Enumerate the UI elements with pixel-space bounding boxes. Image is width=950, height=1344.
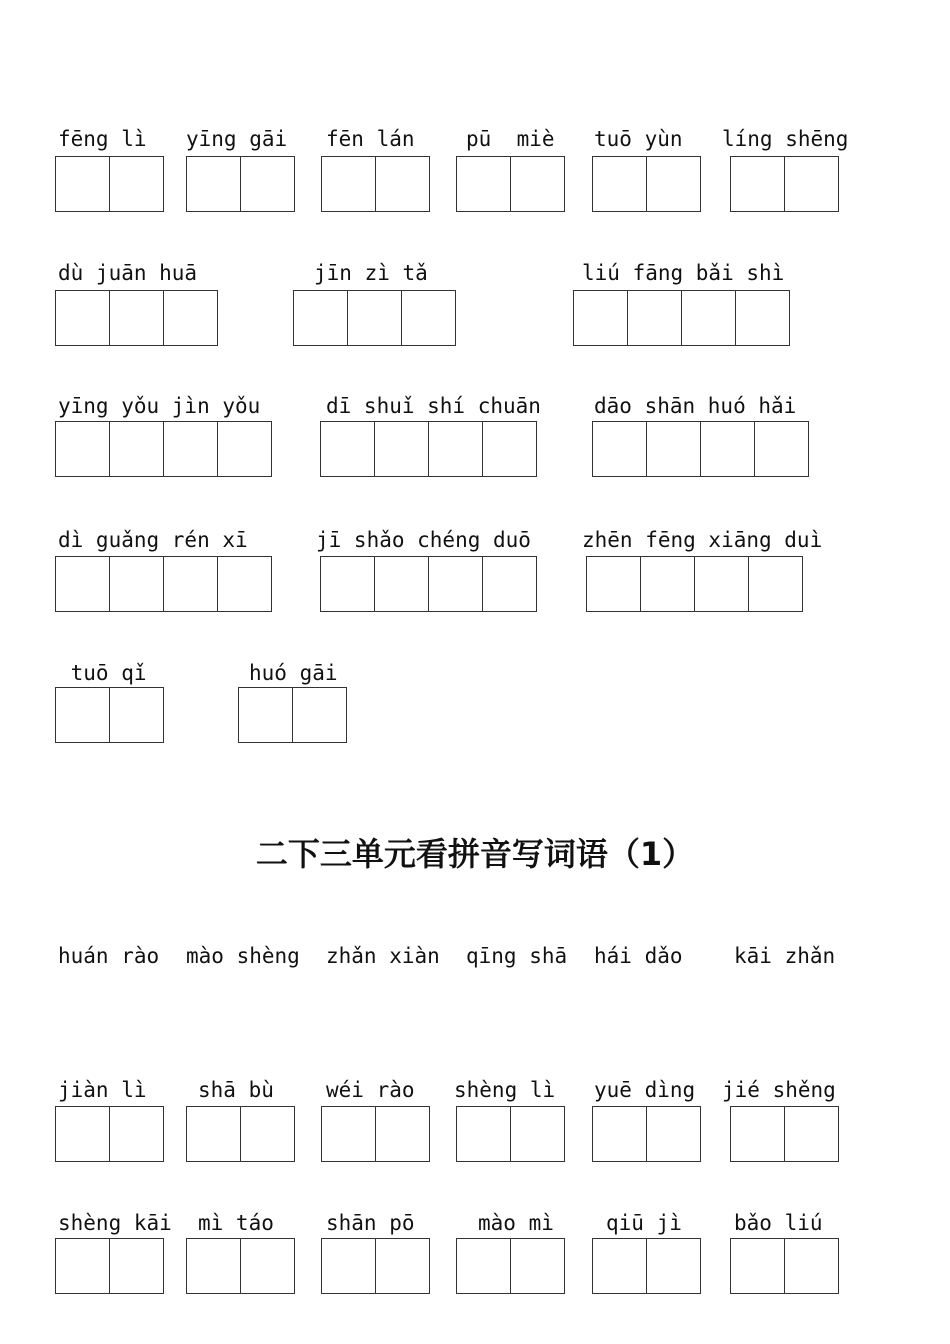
writing-grid[interactable] bbox=[55, 687, 164, 743]
writing-grid[interactable] bbox=[186, 156, 295, 212]
writing-grid[interactable] bbox=[573, 290, 790, 346]
pinyin-label: zhǎn xiàn bbox=[326, 944, 440, 968]
writing-cell[interactable] bbox=[187, 1107, 241, 1162]
writing-cell[interactable] bbox=[429, 557, 483, 612]
writing-cell[interactable] bbox=[429, 422, 483, 477]
writing-cell[interactable] bbox=[187, 157, 241, 212]
writing-cell[interactable] bbox=[647, 422, 701, 477]
pinyin-label: qīng shā bbox=[466, 944, 568, 968]
pinyin-label: yīng gāi bbox=[186, 127, 288, 151]
writing-grid[interactable] bbox=[730, 1238, 839, 1294]
writing-cell[interactable] bbox=[736, 291, 790, 346]
writing-cell[interactable] bbox=[511, 1107, 565, 1162]
writing-cell[interactable] bbox=[348, 291, 402, 346]
writing-cell[interactable] bbox=[110, 157, 164, 212]
writing-grid[interactable] bbox=[55, 556, 272, 612]
pinyin-label: dāo shān huó hǎi bbox=[594, 394, 797, 418]
writing-grid[interactable] bbox=[321, 1106, 430, 1162]
writing-cell[interactable] bbox=[376, 1239, 430, 1294]
pinyin-label: liú fāng bǎi shì bbox=[582, 261, 785, 285]
writing-cell[interactable] bbox=[164, 557, 218, 612]
worksheet-title: 二下三单元看拼音写词语（1） bbox=[255, 835, 695, 873]
pinyin-label: jiàn lì bbox=[58, 1078, 147, 1102]
pinyin-label: huán rào bbox=[58, 944, 160, 968]
writing-cell[interactable] bbox=[321, 557, 375, 612]
writing-cell[interactable] bbox=[375, 422, 429, 477]
pinyin-label: shèng kāi bbox=[58, 1211, 172, 1235]
writing-grid[interactable] bbox=[320, 421, 537, 477]
writing-cell[interactable] bbox=[322, 157, 376, 212]
writing-grid[interactable] bbox=[186, 1238, 295, 1294]
writing-cell[interactable] bbox=[731, 1239, 785, 1294]
writing-grid[interactable] bbox=[321, 156, 430, 212]
pinyin-label: qiū jì bbox=[606, 1211, 682, 1235]
writing-cell[interactable] bbox=[110, 688, 164, 743]
writing-cell[interactable] bbox=[647, 157, 701, 212]
writing-cell[interactable] bbox=[483, 422, 537, 477]
writing-cell[interactable] bbox=[457, 1107, 511, 1162]
pinyin-label: jī shǎo chéng duō bbox=[316, 528, 531, 552]
writing-cell[interactable] bbox=[322, 1107, 376, 1162]
writing-cell[interactable] bbox=[628, 291, 682, 346]
writing-cell[interactable] bbox=[56, 422, 110, 477]
writing-cell[interactable] bbox=[376, 157, 430, 212]
writing-cell[interactable] bbox=[731, 157, 785, 212]
pinyin-label: mì táo bbox=[198, 1211, 274, 1235]
pinyin-label: líng shēng bbox=[722, 127, 849, 151]
pinyin-label: dù juān huā bbox=[58, 261, 198, 285]
writing-grid[interactable] bbox=[592, 156, 701, 212]
writing-grid[interactable] bbox=[186, 1106, 295, 1162]
writing-grid[interactable] bbox=[456, 1106, 565, 1162]
writing-cell[interactable] bbox=[218, 422, 272, 477]
writing-cell[interactable] bbox=[375, 557, 429, 612]
pinyin-label: pū miè bbox=[466, 127, 555, 151]
pinyin-label: shān pō bbox=[326, 1211, 415, 1235]
writing-grid[interactable] bbox=[730, 156, 839, 212]
pinyin-label: kāi zhǎn bbox=[734, 944, 836, 968]
pinyin-label: tuō qǐ bbox=[58, 661, 147, 685]
writing-cell[interactable] bbox=[56, 291, 110, 346]
writing-cell[interactable] bbox=[695, 557, 749, 612]
pinyin-label: yīng yǒu jìn yǒu bbox=[58, 394, 261, 418]
writing-grid[interactable] bbox=[586, 556, 803, 612]
writing-cell[interactable] bbox=[322, 1239, 376, 1294]
writing-cell[interactable] bbox=[593, 1239, 647, 1294]
pinyin-label: fēng lì bbox=[58, 127, 147, 151]
pinyin-label: bǎo liú bbox=[734, 1211, 823, 1235]
writing-cell[interactable] bbox=[110, 1239, 164, 1294]
pinyin-label: shèng lì bbox=[454, 1078, 556, 1102]
writing-cell[interactable] bbox=[749, 557, 803, 612]
writing-cell[interactable] bbox=[574, 291, 628, 346]
writing-grid[interactable] bbox=[321, 1238, 430, 1294]
writing-cell[interactable] bbox=[56, 1239, 110, 1294]
writing-grid[interactable] bbox=[592, 1106, 701, 1162]
writing-cell[interactable] bbox=[187, 1239, 241, 1294]
writing-cell[interactable] bbox=[110, 291, 164, 346]
writing-cell[interactable] bbox=[457, 157, 511, 212]
writing-cell[interactable] bbox=[587, 557, 641, 612]
writing-cell[interactable] bbox=[785, 157, 839, 212]
writing-cell[interactable] bbox=[785, 1107, 839, 1162]
writing-grid[interactable] bbox=[320, 556, 537, 612]
pinyin-label: mào mì bbox=[478, 1211, 554, 1235]
writing-cell[interactable] bbox=[56, 157, 110, 212]
pinyin-label: hái dǎo bbox=[594, 944, 683, 968]
writing-cell[interactable] bbox=[294, 291, 348, 346]
writing-cell[interactable] bbox=[701, 422, 755, 477]
writing-cell[interactable] bbox=[457, 1239, 511, 1294]
writing-cell[interactable] bbox=[241, 1239, 295, 1294]
pinyin-label: jīn zì tǎ bbox=[314, 261, 428, 285]
writing-cell[interactable] bbox=[110, 557, 164, 612]
pinyin-label: mào shèng bbox=[186, 944, 300, 968]
writing-grid[interactable] bbox=[592, 421, 809, 477]
pinyin-label: jié shěng bbox=[722, 1078, 836, 1102]
writing-cell[interactable] bbox=[241, 157, 295, 212]
writing-grid[interactable] bbox=[238, 687, 347, 743]
writing-grid[interactable] bbox=[55, 1106, 164, 1162]
writing-cell[interactable] bbox=[593, 157, 647, 212]
writing-grid[interactable] bbox=[55, 156, 164, 212]
pinyin-label: yuē dìng bbox=[594, 1078, 696, 1102]
writing-cell[interactable] bbox=[593, 422, 647, 477]
writing-grid[interactable] bbox=[456, 1238, 565, 1294]
writing-cell[interactable] bbox=[56, 1107, 110, 1162]
writing-cell[interactable] bbox=[511, 1239, 565, 1294]
writing-cell[interactable] bbox=[241, 1107, 295, 1162]
writing-cell[interactable] bbox=[293, 688, 347, 743]
writing-grid[interactable] bbox=[730, 1106, 839, 1162]
writing-cell[interactable] bbox=[641, 557, 695, 612]
writing-cell[interactable] bbox=[647, 1239, 701, 1294]
writing-cell[interactable] bbox=[218, 557, 272, 612]
pinyin-label: shā bù bbox=[198, 1078, 274, 1102]
writing-grid[interactable] bbox=[55, 1238, 164, 1294]
pinyin-label: huó gāi bbox=[249, 661, 338, 685]
writing-cell[interactable] bbox=[321, 422, 375, 477]
writing-grid[interactable] bbox=[456, 156, 565, 212]
writing-cell[interactable] bbox=[593, 1107, 647, 1162]
writing-cell[interactable] bbox=[56, 557, 110, 612]
pinyin-label: zhēn fēng xiāng duì bbox=[582, 528, 823, 552]
writing-cell[interactable] bbox=[110, 422, 164, 477]
pinyin-label: dì guǎng rén xī bbox=[58, 528, 248, 552]
writing-cell[interactable] bbox=[110, 1107, 164, 1162]
writing-cell[interactable] bbox=[56, 688, 110, 743]
writing-cell[interactable] bbox=[483, 557, 537, 612]
pinyin-label: dī shuǐ shí chuān bbox=[326, 394, 541, 418]
writing-cell[interactable] bbox=[682, 291, 736, 346]
writing-cell[interactable] bbox=[785, 1239, 839, 1294]
pinyin-label: wéi rào bbox=[326, 1078, 415, 1102]
writing-cell[interactable] bbox=[731, 1107, 785, 1162]
pinyin-label: fēn lán bbox=[326, 127, 415, 151]
writing-grid[interactable] bbox=[55, 290, 218, 346]
writing-grid[interactable] bbox=[293, 290, 456, 346]
writing-grid[interactable] bbox=[55, 421, 272, 477]
pinyin-label: tuō yùn bbox=[594, 127, 683, 151]
writing-cell[interactable] bbox=[239, 688, 293, 743]
writing-cell[interactable] bbox=[164, 422, 218, 477]
writing-grid[interactable] bbox=[592, 1238, 701, 1294]
writing-cell[interactable] bbox=[647, 1107, 701, 1162]
writing-cell[interactable] bbox=[376, 1107, 430, 1162]
writing-cell[interactable] bbox=[164, 291, 218, 346]
writing-cell[interactable] bbox=[511, 157, 565, 212]
writing-cell[interactable] bbox=[755, 422, 809, 477]
writing-cell[interactable] bbox=[402, 291, 456, 346]
